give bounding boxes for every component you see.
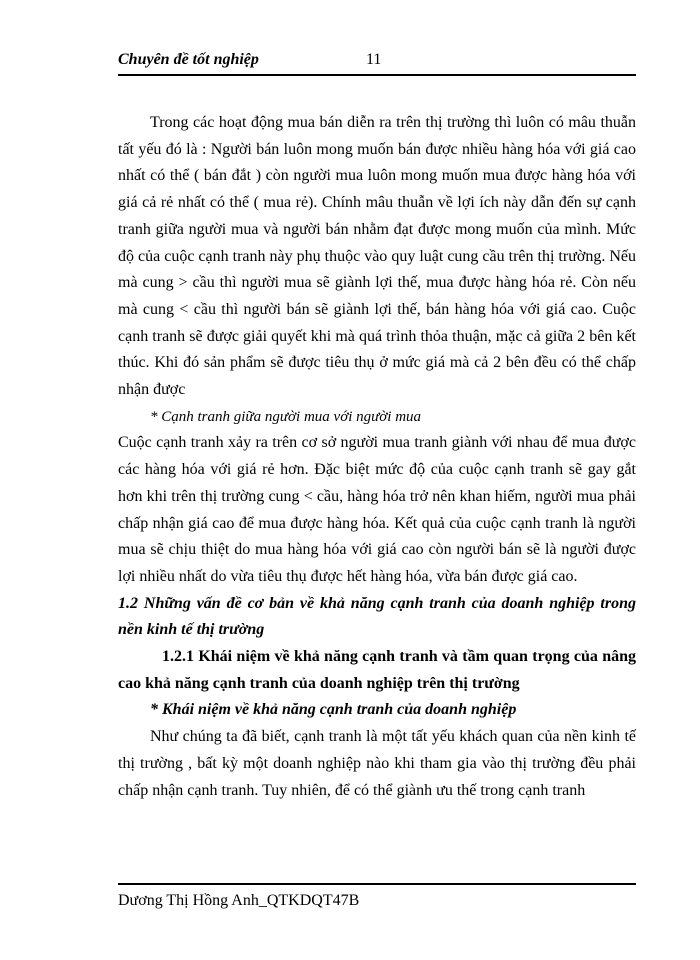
paragraph-concept: Như chúng ta đã biết, cạnh tranh là một tất yếu khách quan của nền kinh tế thị trường , bất kỳ một doanh nghiệp nào khi tham gia vào thị trường đều phải chấp nhận cạnh tranh. Tuy nhiên, để có thể giành ưu thế trong cạnh tranh bbox=[118, 728, 636, 799]
header-title: Chuyên đề tốt nghiệp bbox=[118, 51, 259, 68]
section-heading-1-2-1: 1.2.1 Khái niệm về khả năng cạnh tranh và tầm quan trọng của nâng cao khả năng cạnh tranh của doanh nghiệp trên thị trường bbox=[118, 648, 636, 692]
page-footer bbox=[118, 883, 636, 909]
paragraph-intro: Trong các hoạt động mua bán diễn ra trên thị trường thì luôn có mâu thuẫn tất yếu đó là : Người bán luôn mong muốn bán được nhiều hàng hóa với giá cao nhất có thể ( bán đắt ) còn người mua luôn mong muốn mua được hàng hóa với giá cả rẻ nhất có thể ( mua rẻ). Chính mâu thuẫn về lợi ích này dẫn đến sự cạnh tranh giữa người mua và người bán nhằm đạt được mong muốn của mình. Mức độ của cuộc cạnh tranh này phụ thuộc vào quy luật cung cầu trên thị trường. Nếu mà cung > cầu thì người mua sẽ giành lợi thế, mua được hàng hóa rẻ. Còn nếu mà cung < cầu thì người bán sẽ giành lợi thế, bán hàng hóa với giá cao. Cuộc cạnh tranh sẽ được giải quyết khi mà quá trình thỏa thuận, mặc cả giữa 2 bên kết thúc. Khi đó sản phẩm sẽ được tiêu thụ ở mức giá mà cả 2 bên đều có thể chấp nhận được bbox=[118, 114, 636, 399]
page-header bbox=[118, 48, 636, 76]
page-number: 11 bbox=[366, 51, 382, 68]
footer-author: Dương Thị Hồng Anh_QTKDQT47B bbox=[118, 892, 360, 909]
section-heading-1-2: 1.2 Những vấn đề cơ bản về khả năng cạnh tranh của doanh nghiệp trong nền kinh tế thị trường bbox=[118, 594, 636, 639]
page-content bbox=[118, 110, 636, 804]
note-buyers-competition: * Cạnh tranh giữa người mua với người mua bbox=[150, 408, 422, 425]
paragraph-buyers-competition: Cuộc cạnh tranh xảy ra trên cơ sở người mua tranh giành với nhau để mua được các hàng hóa với giá rẻ hơn. Đặc biệt mức độ của cuộc cạnh tranh sẽ gay gắt hơn khi trên thị trường cung < cầu, hàng hóa trở nên khan hiếm, người mua phải chấp nhận giá cao để mua được hàng hóa. Kết quả của cuộc cạnh tranh là người mua sẽ chịu thiệt do mua hàng hóa với giá cao còn người bán sẽ là người được lợi nhiều nhất do vừa tiêu thụ được hết hàng hóa, vừa bán được giá cao. bbox=[118, 434, 636, 585]
subheading-concept: * Khái niệm về khả năng cạnh tranh của doanh nghiệp bbox=[150, 701, 517, 719]
